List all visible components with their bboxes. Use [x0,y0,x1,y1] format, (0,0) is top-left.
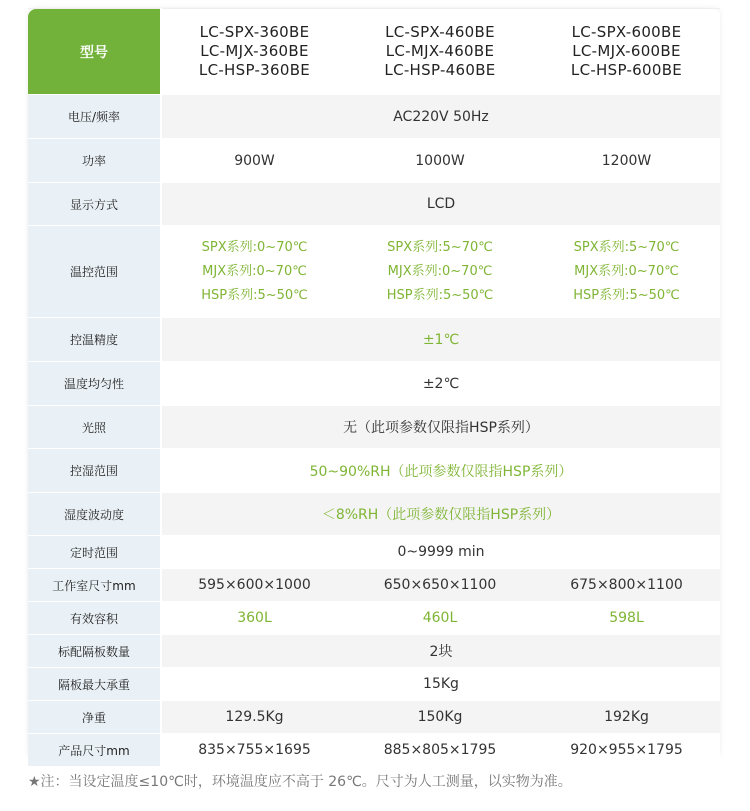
temp-range-line: MJX系列:0~70℃ [202,263,307,279]
model-name: LC-SPX-600BE [571,23,682,41]
shelf-load-value: 15Kg [161,668,720,701]
table-row [28,226,720,318]
net-weight-value: 192Kg [533,701,720,734]
row-label: 净重 [28,701,161,734]
model-name: LC-SPX-460BE [385,23,495,41]
table-row [28,668,720,701]
product-size-value: 885×805×1795 [347,734,533,767]
model-col-2 [347,9,533,95]
product-size-value: 920×955×1795 [533,734,720,767]
temp-range-line: SPX系列:5~70℃ [387,239,493,255]
table-row [28,701,720,734]
row-label: 温度均匀性 [28,362,161,406]
model-name: LC-HSP-600BE [570,61,683,79]
temp-range-line: MJX系列:0~70℃ [387,263,493,279]
product-size-value: 835×755×1695 [161,734,347,767]
power-value: 1000W [347,139,533,183]
net-weight-value: 150Kg [347,701,533,734]
humidity-range-value: 50~90%RH（此项参数仅限指HSP系列） [161,449,720,493]
table-row [28,635,720,668]
table-row [28,183,720,226]
power-value: 1200W [533,139,720,183]
table-row [28,734,720,767]
header-row [28,9,720,95]
power-value: 900W [161,139,347,183]
table-row [28,569,720,602]
temp-range-line: HSP系列:5~50℃ [201,287,308,303]
temp-range-line: MJX系列:0~70℃ [574,263,679,279]
temp-range-line: HSP系列:5~50℃ [573,287,680,303]
table-row [28,362,720,406]
table-row [28,602,720,635]
display-value: LCD [161,183,720,226]
row-label: 温控范围 [28,226,161,318]
row-label: 控湿范围 [28,449,161,493]
temp-range-line: HSP系列:5~50℃ [386,287,494,303]
model-name: LC-HSP-360BE [198,61,311,79]
table-row [28,406,720,449]
row-label: 工作室尺寸mm [28,569,161,602]
table-row [28,318,720,362]
volume-value: 360L [161,602,347,635]
row-label: 湿度波动度 [28,493,161,536]
chamber-size-value: 595×600×1000 [161,569,347,602]
model-col-3 [533,9,720,95]
net-weight-value: 129.5Kg [161,701,347,734]
volume-value: 598L [533,602,720,635]
row-label: 功率 [28,139,161,183]
model-name: LC-MJX-360BE [200,42,309,60]
row-label: 标配隔板数量 [28,635,161,668]
row-label: 控温精度 [28,318,161,362]
voltage-value: AC220V 50Hz [161,95,720,139]
light-value: 无（此项参数仅限指HSP系列） [161,406,720,449]
temp-range-line: SPX系列:5~70℃ [573,239,680,255]
table-row [28,449,720,493]
temp-range-col-1 [161,226,347,318]
row-label: 显示方式 [28,183,161,226]
row-label: 定时范围 [28,536,161,569]
table-row [28,95,720,139]
shelves-value: 2块 [161,635,720,668]
temp-range-col-2 [347,226,533,318]
temp-uniformity-value: ±2℃ [161,362,720,406]
row-label: 电压/频率 [28,95,161,139]
chamber-size-value: 675×800×1100 [533,569,720,602]
model-name: LC-MJX-460BE [385,42,495,60]
chamber-size-value: 650×650×1100 [347,569,533,602]
temp-range-line: SPX系列:0~70℃ [201,239,308,255]
row-label: 有效容积 [28,602,161,635]
humidity-fluct-value: ＜8%RH（此项参数仅限指HSP系列） [161,493,720,536]
table-row [28,139,720,183]
model-name: LC-SPX-360BE [199,23,310,41]
table-row [28,493,720,536]
footnote: ★注：当设定温度≤10℃时，环境温度应不高于 26℃。尺寸为人工测量，以实物为准。 [28,774,572,790]
row-label: 隔板最大承重 [28,668,161,701]
model-name: LC-MJX-600BE [572,42,681,60]
model-name: LC-HSP-460BE [384,61,496,79]
model-label: 型号 [28,9,161,95]
temp-accuracy-value: ±1℃ [161,318,720,362]
timer-value: 0~9999 min [161,536,720,569]
table-row [28,536,720,569]
model-col-1 [161,9,347,95]
temp-range-col-3 [533,226,720,318]
row-label: 光照 [28,406,161,449]
spec-table [28,8,720,767]
row-label: 产品尺寸mm [28,734,161,767]
volume-value: 460L [347,602,533,635]
